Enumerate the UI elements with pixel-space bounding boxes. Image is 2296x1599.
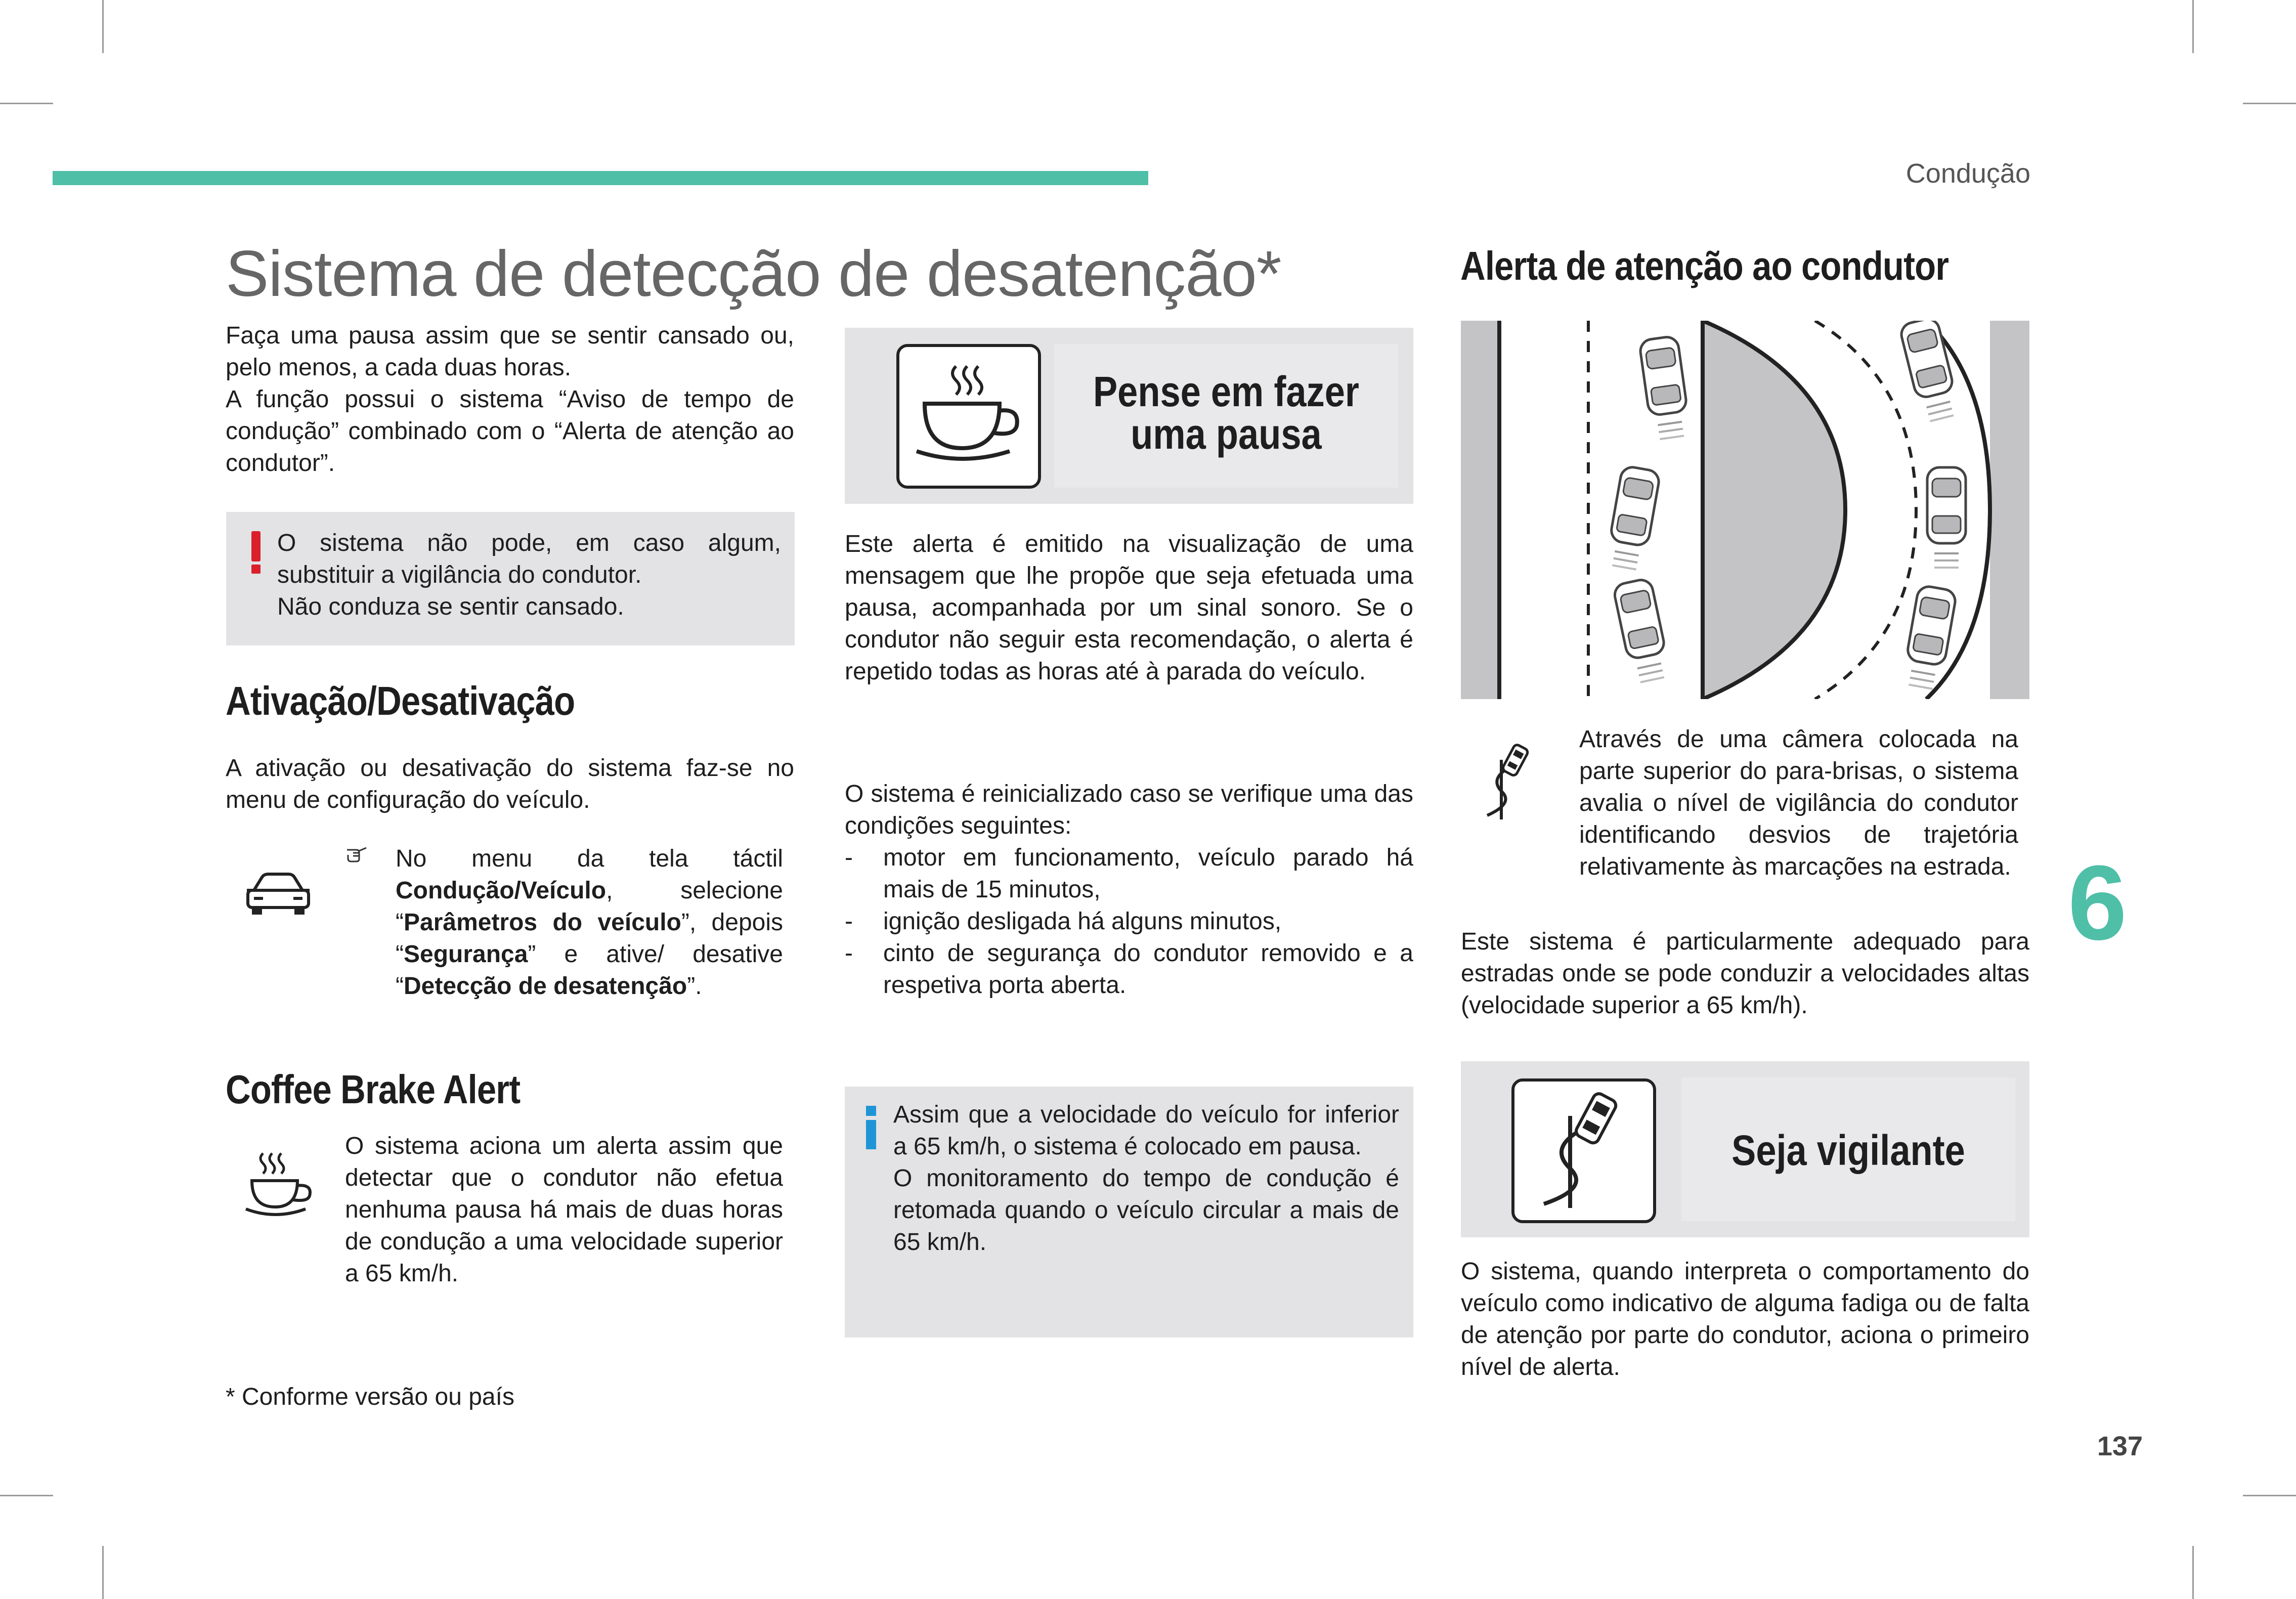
page-title: Sistema de detecção de desatenção* bbox=[226, 238, 1281, 310]
car-icon bbox=[245, 870, 312, 917]
coffee-heading: Coffee Brake Alert bbox=[226, 1067, 521, 1112]
warning-line: O sistema não pode, em caso algum, substituir a vigilância do condutor. bbox=[277, 530, 781, 588]
alert-text: Este alerta é emitido na visualização de uma mensagem que lhe propõe que seja efetuada uma pausa, acompanhada por um sinal sonoro. Se o condutor não seguir esta recomendação, o alerta é repetido todas as horas até à parada do veículo. bbox=[845, 531, 1413, 685]
exclamation-icon bbox=[248, 531, 264, 575]
fatigue-text: O sistema, quando interpreta o comportamento do veículo como indicativo de alguma fadiga ou de falta de atenção por parte do condutor, aciona o primeiro nível de alerta. bbox=[1461, 1258, 2029, 1380]
list-item: - ignição desligada há alguns minutos, bbox=[845, 905, 1413, 937]
vigilant-message-panel bbox=[1681, 1077, 2015, 1221]
camera-text: Através de uma câmera colocada na parte superior do para-brisas, o sistema avalia o nível de vigilância do condutor identificando desvios de trajetória relativamente às marcações na estrada. bbox=[1579, 726, 2018, 880]
warning-box bbox=[226, 512, 795, 645]
step-text: No menu da tela táctil bbox=[396, 845, 783, 872]
crop-mark bbox=[102, 0, 104, 53]
info-icon bbox=[864, 1106, 878, 1151]
menu-path-deteccao: Detecção de desatenção bbox=[403, 973, 687, 1000]
warning-text bbox=[277, 527, 781, 623]
pause-line-2: uma pausa bbox=[1131, 410, 1322, 458]
crop-mark bbox=[102, 1546, 104, 1599]
info-box bbox=[845, 1087, 1413, 1337]
vigilant-label: Seja vigilante bbox=[1731, 1127, 1965, 1174]
coffee-cup-icon bbox=[896, 344, 1041, 489]
page-number: 137 bbox=[2097, 1431, 2143, 1461]
step-text: ”, depois “ bbox=[396, 909, 783, 968]
activation-heading: Ativação/Desativação bbox=[226, 678, 575, 723]
menu-path-seguranca: Segurança bbox=[403, 941, 528, 968]
lane-drift-icon bbox=[1475, 740, 1546, 820]
lane-drift-icon bbox=[1511, 1078, 1656, 1223]
step-text: , selecione “ bbox=[396, 877, 783, 936]
menu-path-conducao: Condução/Veículo bbox=[396, 877, 607, 904]
lane-illustration bbox=[1461, 321, 2029, 699]
pause-message-panel bbox=[1054, 344, 1398, 488]
crop-mark bbox=[0, 1495, 53, 1496]
hand-pointer-icon bbox=[346, 846, 368, 863]
activation-step bbox=[396, 843, 783, 1002]
crop-mark bbox=[2192, 1546, 2194, 1599]
coffee-cup-icon bbox=[243, 1149, 319, 1220]
reset-intro: O sistema é reinicializado caso se verifique uma das condições seguintes: bbox=[845, 781, 1413, 839]
conditions-list bbox=[845, 842, 1413, 1001]
list-item: - motor em funcionamento, veículo parado há mais de 15 minutos, bbox=[845, 842, 1413, 905]
crop-mark bbox=[2243, 103, 2296, 104]
chapter-number: 6 bbox=[2068, 843, 2127, 962]
step-text: ”. bbox=[687, 973, 702, 1000]
crop-mark bbox=[0, 103, 53, 104]
menu-path-parametros: Parâmetros do veículo bbox=[403, 909, 681, 936]
driver-attention-heading: Alerta de atenção ao condutor bbox=[1460, 243, 1949, 288]
intro-paragraph: A função possui o sistema “Aviso de tempo de condução” combinado com o “Alerta de atenção ao condutor”. bbox=[226, 386, 794, 477]
crop-mark bbox=[2192, 0, 2194, 53]
warning-line: Não conduza se sentir cansado. bbox=[277, 593, 624, 620]
info-text bbox=[893, 1099, 1399, 1258]
suited-text: Este sistema é particularmente adequado para estradas onde se pode conduzir a velocidades altas (velocidade superior a 65 km/h). bbox=[1461, 928, 2029, 1019]
step-text: ” e ative/ desative “ bbox=[396, 941, 783, 1000]
footnote: * Conforme versão ou país bbox=[226, 1384, 514, 1410]
info-line: O monitoramento do tempo de condução é retomada quando o veículo circular a mais de 65 km/h. bbox=[893, 1165, 1399, 1256]
header-accent-bar bbox=[53, 171, 1148, 185]
crop-mark bbox=[2243, 1495, 2296, 1496]
pause-box bbox=[845, 328, 1413, 504]
section-label: Condução bbox=[1905, 158, 2030, 189]
coffee-text: O sistema aciona um alerta assim que detectar que o condutor não efetua nenhuma pausa há mais de duas horas de condução a uma velocidade superior a 65 km/h. bbox=[345, 1133, 783, 1287]
intro-text bbox=[226, 320, 794, 479]
pause-line-1: Pense em fazer bbox=[1093, 368, 1360, 415]
activation-text: A ativação ou desativação do sistema faz-se no menu de configuração do veículo. bbox=[226, 755, 794, 813]
info-line: Assim que a velocidade do veículo for inferior a 65 km/h, o sistema é colocado em pausa. bbox=[893, 1101, 1399, 1160]
intro-paragraph: Faça uma pausa assim que se sentir cansado ou, pelo menos, a cada duas horas. bbox=[226, 322, 794, 381]
list-item: - cinto de segurança do condutor removido e a respetiva porta aberta. bbox=[845, 937, 1413, 1001]
vigilant-box bbox=[1461, 1061, 2029, 1237]
